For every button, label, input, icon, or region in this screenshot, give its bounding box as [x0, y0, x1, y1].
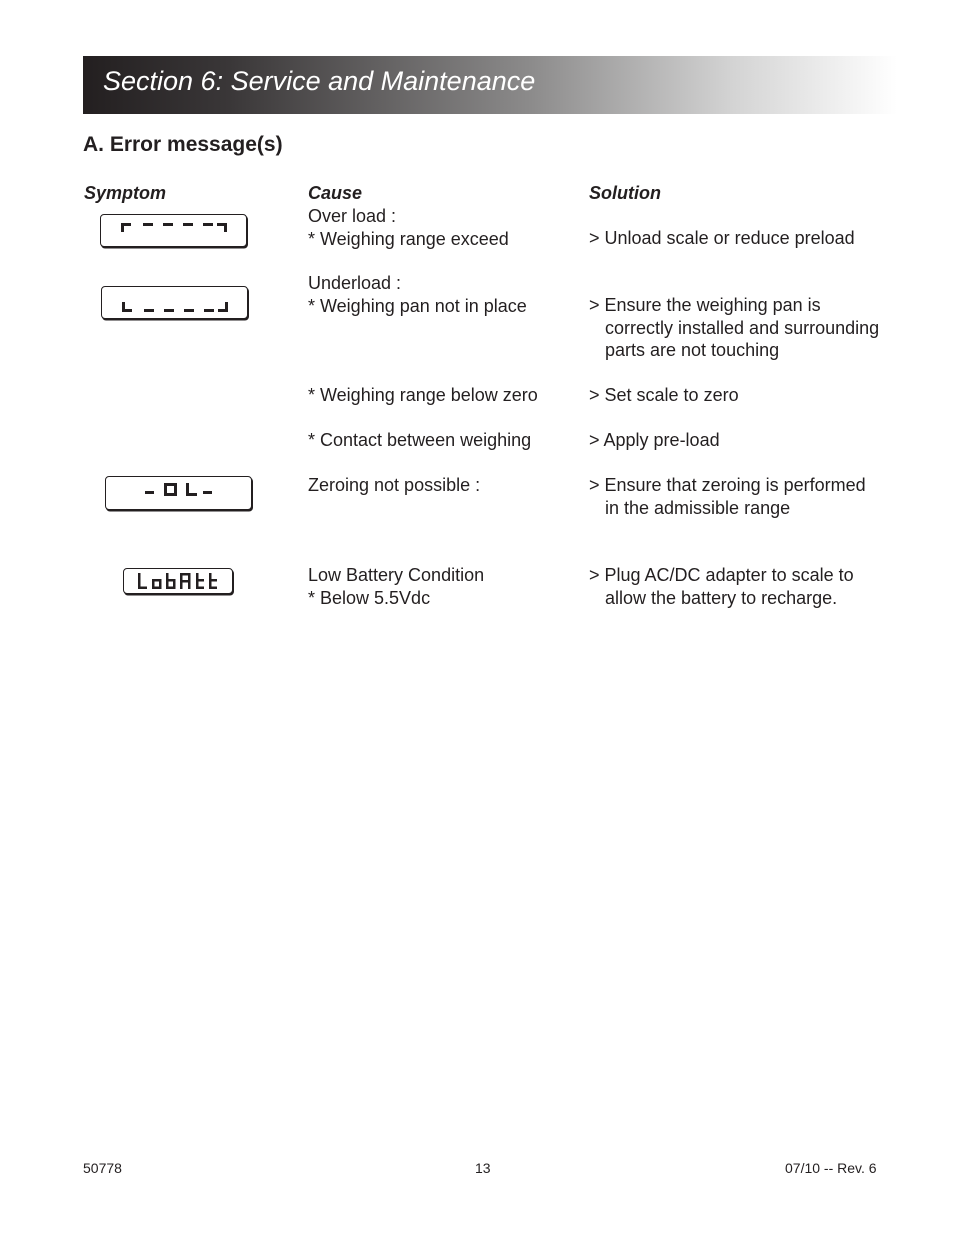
- solution-zeroing: [589, 474, 866, 519]
- column-header-cause: Cause: [308, 183, 363, 203]
- solution-below-zero: [589, 384, 739, 407]
- section-banner: [83, 56, 897, 114]
- solution-line: > Apply pre-load: [589, 430, 720, 450]
- footer-revision: 07/10 -- Rev. 6: [785, 1160, 877, 1176]
- solution-line: parts are not touching: [605, 340, 780, 360]
- cause-line: * Weighing range below zero: [308, 385, 538, 405]
- subsection-title: A. Error message(s): [83, 133, 283, 156]
- solution-low-battery: [589, 564, 854, 609]
- cause-line: Zeroing not possible :: [308, 475, 481, 495]
- lobatt-segments-icon: [124, 569, 232, 593]
- solution-contact: [589, 429, 720, 452]
- cause-line: Underload :: [308, 273, 402, 293]
- lcd-display-underload: [101, 286, 248, 319]
- solution-overload: [589, 227, 855, 250]
- solution-line: correctly installed and surrounding: [605, 317, 880, 338]
- ol-segments-icon: [106, 477, 251, 509]
- solution-line: in the admissible range: [605, 497, 791, 518]
- column-header-symptom: Symptom: [84, 183, 167, 203]
- cause-contact: [308, 429, 531, 452]
- cause-line: * Weighing range exceed: [308, 228, 509, 249]
- solution-line: allow the battery to recharge.: [605, 587, 838, 608]
- cause-zeroing: [308, 474, 480, 497]
- cause-line: * Contact between weighing: [308, 430, 532, 450]
- cause-line: * Weighing pan not in place: [308, 295, 527, 316]
- cause-underload: [308, 272, 527, 317]
- section-title: Section 6: Service and Maintenance: [103, 66, 536, 96]
- cause-overload: [308, 205, 509, 250]
- cause-line: * Below 5.5Vdc: [308, 587, 431, 608]
- cause-line: Low Battery Condition: [308, 565, 485, 585]
- underload-segments-icon: [102, 287, 247, 318]
- solution-line: > Unload scale or reduce preload: [589, 228, 855, 248]
- footer-doc-number: 50778: [83, 1160, 122, 1176]
- cause-low-battery: [308, 564, 484, 609]
- cause-below-zero: [308, 384, 538, 407]
- cause-line: Over load :: [308, 206, 397, 226]
- solution-line: > Ensure that zeroing is performed: [589, 475, 866, 495]
- lcd-display-low-battery: [123, 568, 233, 594]
- solution-underload: [589, 294, 879, 362]
- footer-page-number: 13: [475, 1160, 491, 1176]
- overload-segments-icon: [101, 215, 246, 246]
- solution-line: > Ensure the weighing pan is: [589, 295, 821, 315]
- solution-line: > Set scale to zero: [589, 385, 739, 405]
- solution-line: > Plug AC/DC adapter to scale to: [589, 565, 854, 585]
- column-header-solution: Solution: [589, 183, 661, 203]
- lcd-display-zero-error: [105, 476, 252, 510]
- lcd-display-overload: [100, 214, 247, 247]
